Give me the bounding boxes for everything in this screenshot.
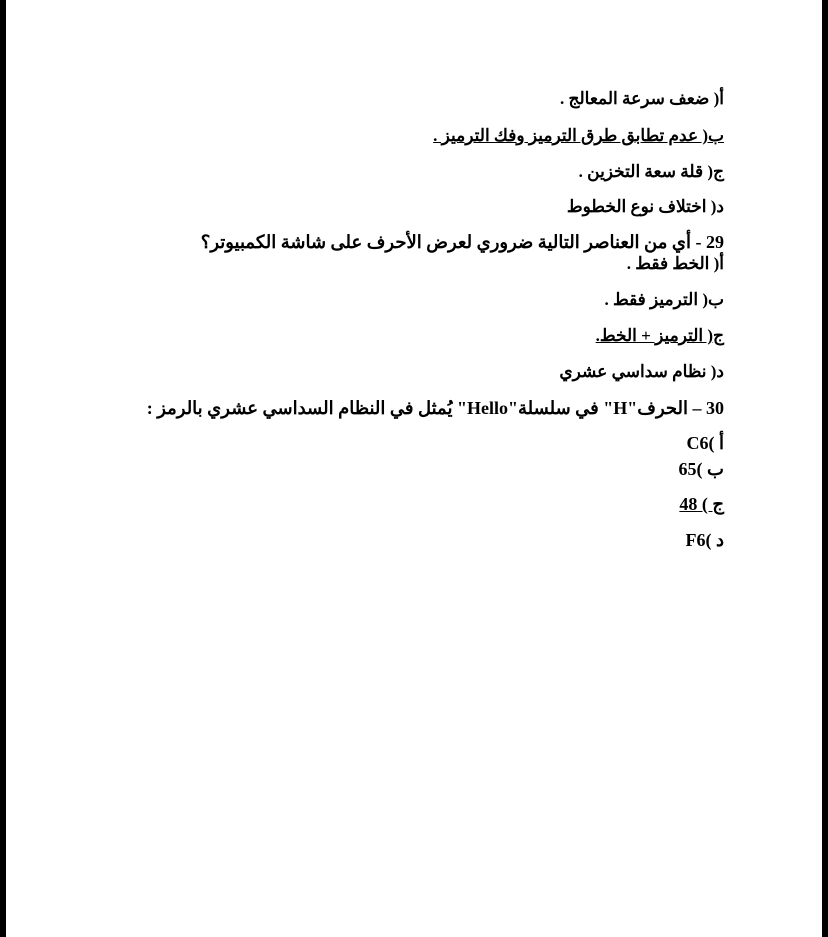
page-edge-right — [822, 0, 828, 937]
q30-question: 30 – الحرف"H" في سلسلة"Hello" يُمثل في النظام السداسي عشري بالرمز : — [146, 398, 724, 418]
page-edge-left — [0, 0, 6, 937]
q28-option-a: أ( ضعف سرعة المعالج . — [559, 89, 724, 108]
q30-option-c: ج ) 48 — [679, 494, 724, 514]
q30-option-a: أ )C6 — [686, 433, 724, 453]
q29-option-a: أ( الخط فقط . — [626, 254, 724, 273]
q30-option-d: د )F6 — [685, 530, 724, 550]
q29-option-c: ج( الترميز + الخط. — [595, 326, 724, 345]
q28-option-d: د( اختلاف نوع الخطوط — [566, 197, 724, 216]
q28-option-b: ب( عدم تطابق طرق الترميز وفك الترميز . — [433, 126, 724, 145]
q30-option-b: ب )65 — [678, 459, 724, 479]
q29-option-b: ب( الترميز فقط . — [604, 290, 724, 309]
q28-option-c: ج( قلة سعة التخزين . — [578, 162, 724, 181]
q29-question: 29 - أي من العناصر التالية ضروري لعرض الأحرف على شاشة الكمبيوتر؟ — [200, 232, 724, 252]
q29-option-d: د( نظام سداسي عشري — [559, 362, 724, 381]
